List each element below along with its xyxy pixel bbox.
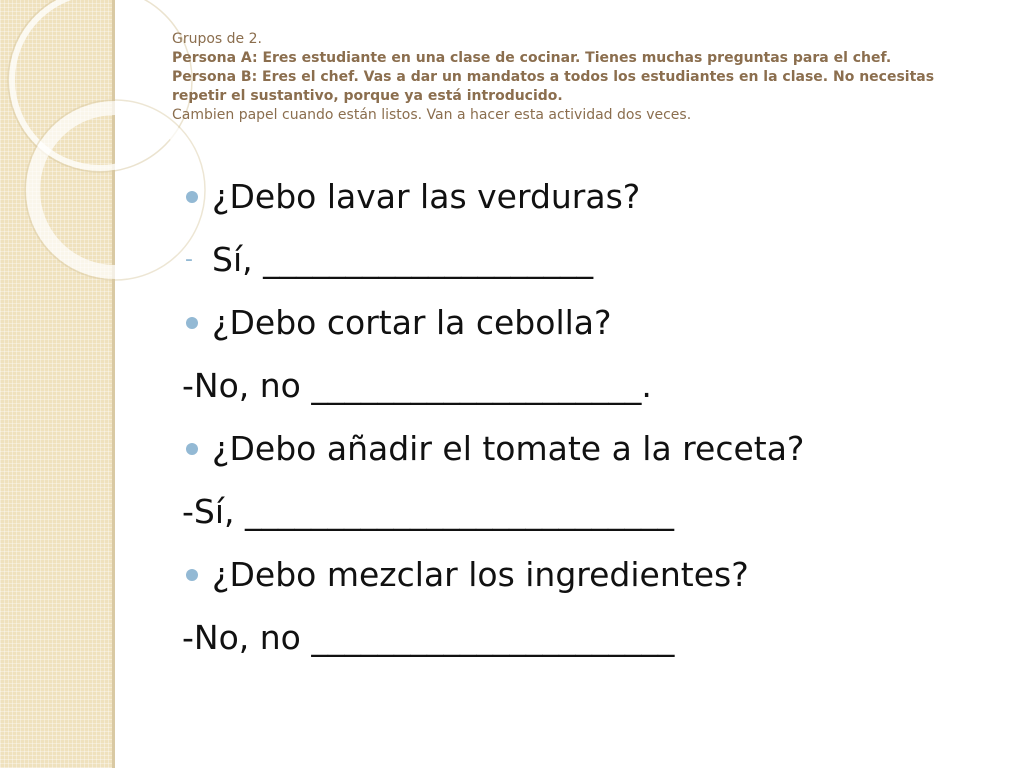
bullet-dot-icon bbox=[186, 191, 198, 203]
list-item bbox=[182, 611, 982, 674]
bullet-dot-icon bbox=[186, 569, 198, 581]
header-line-persona-b-cont: repetir el sustantivo, porque ya está introducido. bbox=[172, 88, 563, 104]
header-line-groups: Grupos de 2. bbox=[172, 31, 262, 47]
bullet-dash-icon: - bbox=[185, 247, 193, 272]
question-text: ¿Debo añadir el tomate a la receta? bbox=[212, 429, 805, 468]
list-item bbox=[182, 170, 982, 233]
list-item bbox=[182, 359, 982, 422]
header-line-switch-roles: Cambien papel cuando están listos. Van a hacer esta actividad dos veces. bbox=[172, 107, 692, 123]
list-item bbox=[182, 422, 982, 485]
list-item bbox=[182, 296, 982, 359]
exercise-list bbox=[182, 170, 982, 674]
list-item bbox=[182, 233, 982, 296]
question-text: ¿Debo mezclar los ingredientes? bbox=[212, 555, 749, 594]
bullet-dot-icon bbox=[186, 443, 198, 455]
list-item bbox=[182, 485, 982, 548]
answer-text: -No, no ____________________. bbox=[182, 366, 652, 405]
instructions-header bbox=[172, 30, 1002, 125]
header-line-persona-a: Persona A: Eres estudiante en una clase de cocinar. Tienes muchas preguntas para el chef. bbox=[172, 50, 892, 66]
answer-text: Sí, ____________________ bbox=[212, 240, 594, 279]
question-text: ¿Debo lavar las verduras? bbox=[212, 177, 641, 216]
answer-text: -Sí, __________________________ bbox=[182, 492, 675, 531]
list-item bbox=[182, 548, 982, 611]
header-line-persona-b: Persona B: Eres el chef. Vas a dar un mandatos a todos los estudiantes en la clase. No necesitas bbox=[172, 69, 935, 85]
question-text: ¿Debo cortar la cebolla? bbox=[212, 303, 612, 342]
answer-text: -No, no ______________________ bbox=[182, 618, 675, 657]
bullet-dot-icon bbox=[186, 317, 198, 329]
